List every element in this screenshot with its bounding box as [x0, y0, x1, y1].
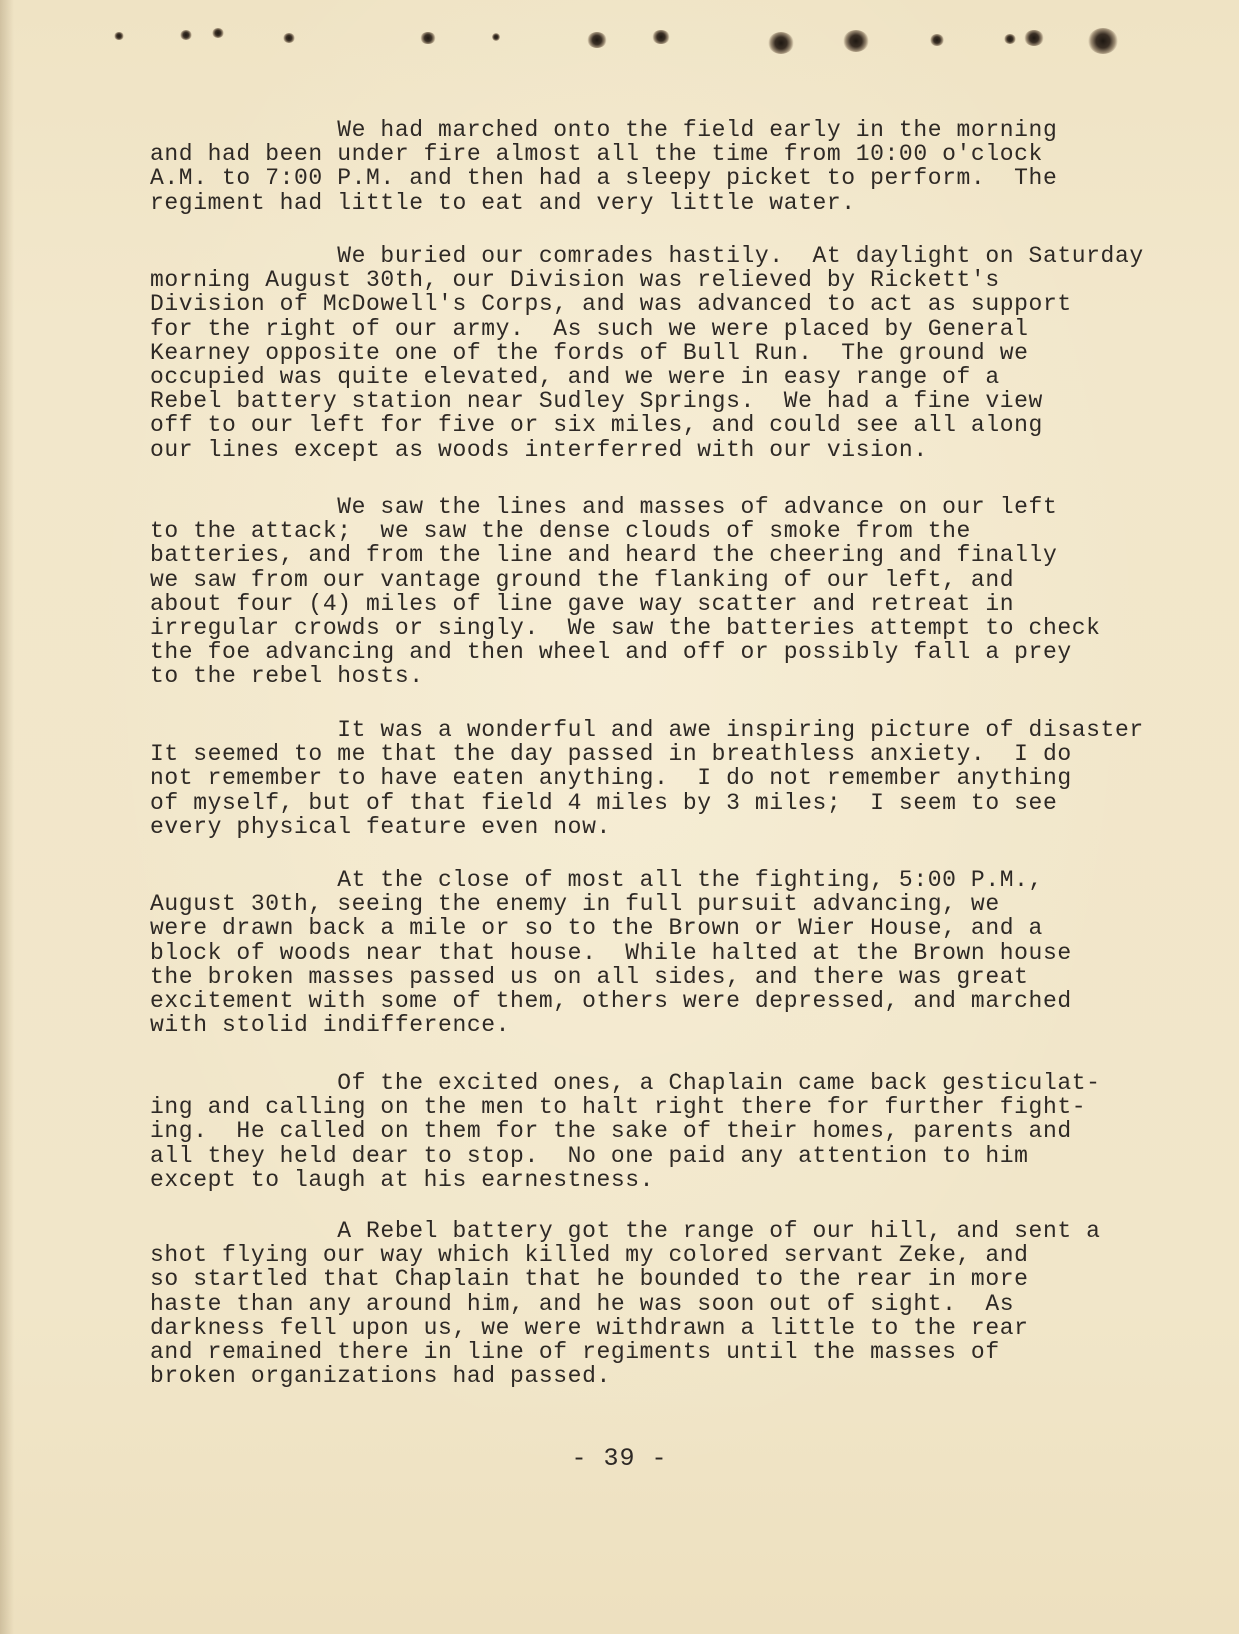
text-line: block of woods near that house. While halted at the Brown house [150, 939, 1072, 966]
binder-hole [652, 30, 670, 44]
text-line: Of the excited ones, a Chaplain came back gesticulat- [150, 1070, 1101, 1096]
text-line: the foe advancing and then wheel and off or possibly fall a prey [150, 639, 1072, 666]
binder-hole-row [0, 0, 1239, 80]
binder-hole [180, 30, 192, 40]
binder-hole [1088, 28, 1118, 54]
text-line: regiment had little to eat and very little water. [150, 189, 856, 216]
text-line: not remember to have eaten anything. I do not remember anything [150, 765, 1072, 792]
binder-hole [587, 32, 607, 48]
paragraph-3 [150, 495, 1110, 689]
binder-hole [283, 33, 295, 43]
text-line: batteries, and from the line and heard the cheering and finally [150, 542, 1058, 569]
text-line: A.M. to 7:00 P.M. and then had a sleepy picket to perform. The [150, 165, 1058, 192]
paragraph-2 [150, 243, 1144, 463]
text-line: with stolid indifference. [150, 1012, 511, 1039]
text-line: were drawn back a mile or so to the Brown or Wier House, and a [150, 915, 1043, 942]
paragraph-7 [150, 1219, 1110, 1388]
text-line: broken organizations had passed. [150, 1363, 611, 1390]
binder-hole [212, 28, 224, 38]
text-line: the broken masses passed us on all sides, and there was great [150, 963, 1029, 990]
binder-hole [420, 32, 436, 44]
binder-hole [1004, 34, 1016, 44]
text-line: occupied was quite elevated, and we were in easy range of a [150, 364, 1000, 391]
binder-hole [492, 33, 500, 41]
text-line: excitement with some of them, others were depressed, and marched [150, 988, 1072, 1015]
text-line: irregular crowds or singly. We saw the batteries attempt to check [150, 615, 1101, 642]
text-line: of myself, but of that field 4 miles by 3 miles; I seem to see [150, 789, 1058, 816]
text-line: It seemed to me that the day passed in breathless anxiety. I do [150, 741, 1072, 768]
text-line: ing and calling on the men to halt right there for further fight- [150, 1094, 1087, 1121]
text-line: Division of McDowell's Corps, and was advanced to act as support [150, 291, 1072, 318]
text-line: to the rebel hosts. [150, 663, 424, 690]
binder-hole [1024, 30, 1044, 46]
text-line: all they held dear to stop. No one paid any attention to him [150, 1142, 1029, 1169]
text-line: we saw from our vantage ground the flanking of our left, and [150, 566, 1015, 593]
page-edge-shadow [0, 0, 14, 1634]
text-line: and remained there in line of regiments until the masses of [150, 1339, 1000, 1366]
text-line: August 30th, seeing the enemy in full pursuit advancing, we [150, 891, 1000, 918]
text-line: At the close of most all the fighting, 5:00 P.M., [150, 867, 1043, 893]
paragraph-4 [150, 717, 1144, 840]
text-line: It was a wonderful and awe inspiring picture of disaster [150, 717, 1144, 743]
text-line: We buried our comrades hastily. At daylight on Saturday [150, 243, 1144, 269]
paragraph-1 [150, 118, 1110, 215]
binder-hole [843, 30, 869, 52]
text-line: about four (4) miles of line gave way scatter and retreat in [150, 590, 1015, 617]
text-line: for the right of our army. As such we were placed by General [150, 315, 1029, 342]
text-line: Rebel battery station near Sudley Springs. We had a fine view [150, 388, 1043, 415]
text-line: We saw the lines and masses of advance on our left [150, 494, 1058, 520]
text-line: darkness fell upon us, we were withdrawn a little to the rear [150, 1314, 1029, 1341]
text-line: ing. He called on them for the sake of their homes, parents and [150, 1118, 1072, 1145]
text-line: our lines except as woods interferred with our vision. [150, 436, 928, 463]
text-line: and had been under fire almost all the time from 10:00 o'clock [150, 141, 1043, 168]
text-line: shot flying our way which killed my colored servant Zeke, and [150, 1242, 1029, 1269]
text-line: to the attack; we saw the dense clouds of smoke from the [150, 518, 971, 545]
page-number: - 39 - [571, 1444, 668, 1473]
text-line: A Rebel battery got the range of our hill, and sent a [150, 1218, 1101, 1244]
text-line: off to our left for five or six miles, and could see all along [150, 412, 1043, 439]
text-line: every physical feature even now. [150, 813, 611, 840]
binder-hole [930, 34, 944, 46]
binder-hole [114, 32, 124, 40]
binder-hole [768, 32, 794, 54]
text-line: haste than any around him, and he was soon out of sight. As [150, 1290, 1015, 1317]
text-line: We had marched onto the field early in the morning [150, 117, 1058, 143]
paragraph-6 [150, 1071, 1110, 1192]
text-line: Kearney opposite one of the fords of Bull Run. The ground we [150, 339, 1029, 366]
text-line: morning August 30th, our Division was relieved by Rickett's [150, 267, 1000, 294]
text-line: so startled that Chaplain that he bounded to the rear in more [150, 1266, 1029, 1293]
text-line: except to laugh at his earnestness. [150, 1166, 655, 1193]
paragraph-5 [150, 868, 1110, 1037]
